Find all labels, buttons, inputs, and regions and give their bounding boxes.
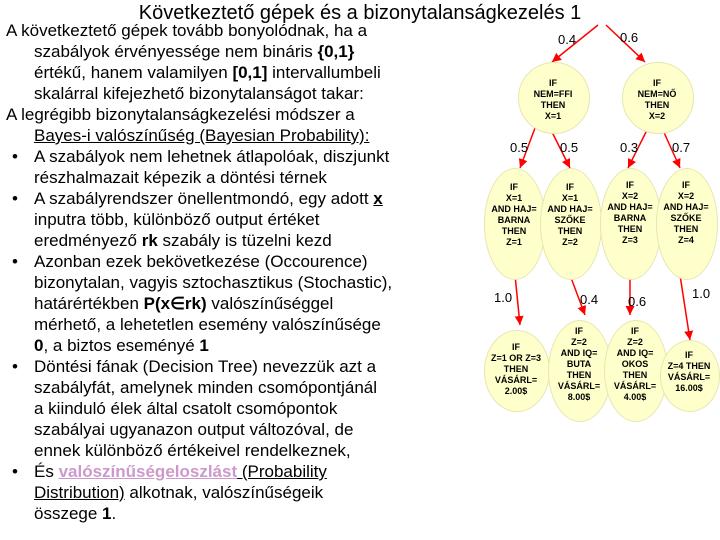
text-line: A legrégibb bizonytalanságkezelési módszer a — [6, 105, 355, 124]
tree-node: IF Z=1 OR Z=3 THEN VÁSÁRL= 2.00$ — [490, 342, 542, 396]
text-line: szabályai ugyanazon output változóval, de — [34, 420, 354, 439]
text-line: értékű, hanem valamilyen [0,1] intervallumbeli — [34, 63, 381, 82]
tree-node: IF NEM=FFI THEN X=1 — [533, 78, 573, 121]
probability-label: 0.5 — [560, 140, 579, 155]
bullet-item: • A szabályrendszer önellentmondó, egy adott x — [6, 188, 476, 209]
text-line: ennek különböző értékeivel rendelkeznek, — [34, 441, 351, 460]
bullet-item: • Azonban ezek bekövetkezése (Occourence) — [6, 251, 476, 272]
link-text[interactable]: valószínűségeloszlást — [58, 462, 238, 481]
tree-node: IF NEM=NŐ THEN X=2 — [637, 78, 677, 121]
text-line: a kiinduló élek által csatolt csomópontok — [34, 399, 338, 418]
tree-node: IF Z=2 AND IQ= OKOS THEN VÁSÁRL= 4.00$ — [613, 326, 657, 402]
text-line: bizonytalan, vagyis sztochasztikus (Stochastic), — [34, 273, 393, 292]
text-line: Distribution) alkotnak, valószínűségeik — [34, 483, 324, 502]
text-line: összege 1. — [34, 504, 117, 523]
text-line: Bayes-i valószínűség (Bayesian Probability): — [34, 126, 370, 145]
text-line: A következtető gépek tovább bonyolódnak, ha a — [6, 21, 368, 40]
body-text — [6, 20, 476, 524]
text-line: 0, a biztos eseményé 1 — [34, 336, 209, 355]
tree-node: IF X=1 AND HAJ= BARNA THEN Z=1 — [491, 182, 537, 247]
text-line: mérhető, a lehetetlen esemény valószínűsége — [34, 315, 381, 334]
probability-label: 0.4 — [558, 32, 577, 47]
probability-label: 0.6 — [628, 294, 647, 309]
text-line: határértékben P(x∈rk) valószínűséggel — [34, 294, 334, 313]
text-line: részhalmazait képezik a döntési térnek — [34, 168, 327, 187]
tree-node: IF X=2 AND HAJ= SZŐKE THEN Z=4 — [663, 180, 709, 245]
probability-label: 0.6 — [620, 30, 639, 45]
bullet-item: • Döntési fának (Decision Tree) nevezzük azt a — [6, 356, 476, 377]
probability-label: 0.5 — [510, 140, 529, 155]
tree-node: IF X=2 AND HAJ= BARNA THEN Z=3 — [607, 180, 653, 245]
text-line: szabályok érvényessége nem bináris {0,1} — [34, 42, 355, 61]
probability-label: 0.7 — [672, 140, 691, 155]
tree-node: IF Z=4 THEN VÁSÁRL= 16.00$ — [667, 350, 711, 393]
probability-label: 0.4 — [580, 292, 599, 307]
decision-tree — [480, 20, 720, 440]
text-line: skalárral kifejezhető bizonytalanságot takar: — [34, 84, 364, 103]
tree-node: IF X=1 AND HAJ= SZŐKE THEN Z=2 — [547, 182, 593, 247]
bullet-item: • És valószínűségeloszlást (Probability — [6, 461, 476, 482]
text-line: inputra több, különböző output értéket — [34, 210, 320, 229]
probability-label: 1.0 — [692, 286, 711, 301]
probability-label: 0.3 — [620, 140, 639, 155]
probability-label: 1.0 — [494, 290, 513, 305]
bullet-item: • A szabályok nem lehetnek átlapolóak, diszjunkt — [6, 146, 476, 167]
text-line: eredményező rk szabály is tüzelni kezd — [34, 231, 332, 250]
tree-node: IF Z=2 AND IQ= BUTA THEN VÁSÁRL= 8.00$ — [557, 326, 601, 402]
slide-title: Következtető gépek és a bizonytalanságkezelés 1 — [138, 2, 582, 24]
text-line: szabályfát, amelynek minden csomópontjánál — [34, 378, 378, 397]
